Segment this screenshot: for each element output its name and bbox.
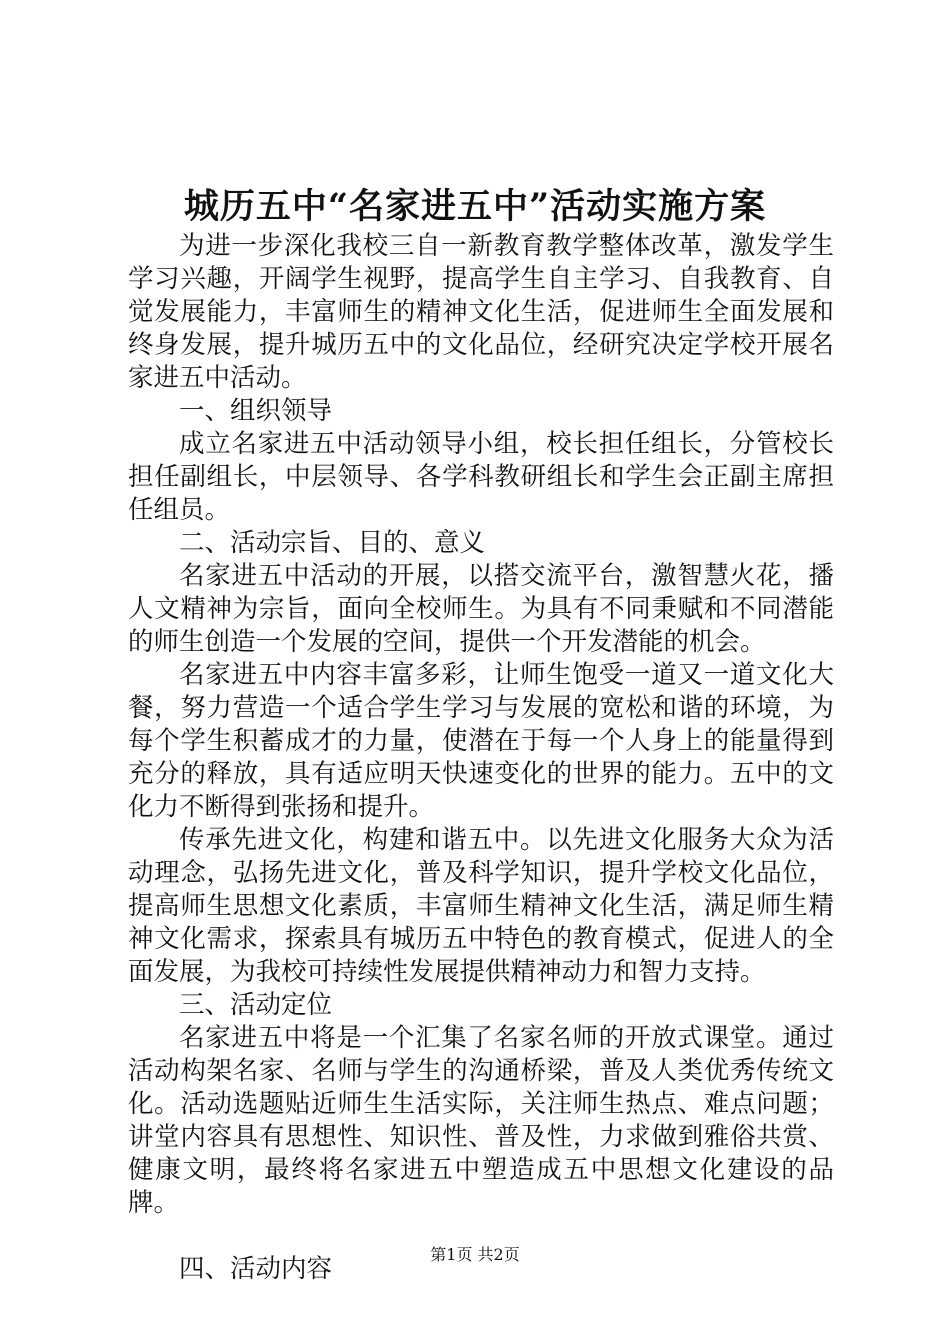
section-heading-content: 四、活动内容 <box>179 1254 333 1284</box>
positioning-paragraph: 名家进五中将是一个汇集了名家名师的开放式课堂。通过活动构架名家、名师与学生的沟通桥梁，普及人类优秀传统文化。活动选题贴近师生生活实际，关注师生热点、难点问题；讲堂内容具有思想性、知识性、普及性，力求做到雅俗共赏、健康文明，最终将名家进五中塑造成五中思想文化建设的品牌。 <box>128 1023 834 1218</box>
section-heading-purpose: 二、活动宗旨、目的、意义 <box>179 528 486 558</box>
page-footer: 第1页 共2页 <box>430 1245 520 1264</box>
intro-paragraph: 为进一步深化我校三自一新教育教学整体改革，激发学生学习兴趣，开阔学生视野，提高学生自主学习、自我教育、自觉发展能力，丰富师生的精神文化生活，促进师生全面发展和终身发展，提升城历五中的文化品位，经研究决定学校开展名家进五中活动。 <box>128 231 834 393</box>
purpose-paragraph-3: 传承先进文化，构建和谐五中。以先进文化服务大众为活动理念，弘扬先进文化，普及科学知识，提升学校文化品位，提高师生思想文化素质，丰富师生精神文化生活，满足师生精神文化需求，探索具有城历五中特色的教育模式，促进人的全面发展，为我校可持续性发展提供精神动力和智力支持。 <box>128 825 834 987</box>
document-body <box>128 230 834 1286</box>
section-heading-organization: 一、组织领导 <box>179 396 333 426</box>
section-heading-positioning: 三、活动定位 <box>179 990 333 1020</box>
purpose-paragraph-2: 名家进五中内容丰富多彩，让师生饱受一道又一道文化大餐，努力营造一个适合学生学习与发展的宽松和谐的环境，为每个学生积蓄成才的力量，使潜在于每一个人身上的能量得到充分的释放，具有适应明天快速变化的世界的能力。五中的文化力不断得到张扬和提升。 <box>128 660 834 822</box>
document-title: 城历五中“名家进五中”活动实施方案 <box>183 186 767 227</box>
purpose-paragraph-1: 名家进五中活动的开展，以搭交流平台，激智慧火花，播人文精神为宗旨，面向全校师生。为具有不同秉赋和不同潜能的师生创造一个发展的空间，提供一个开发潜能的机会。 <box>128 561 834 657</box>
organization-paragraph: 成立名家进五中活动领导小组，校长担任组长，分管校长担任副组长，中层领导、各学科教研组长和学生会正副主席担任组员。 <box>128 429 834 525</box>
